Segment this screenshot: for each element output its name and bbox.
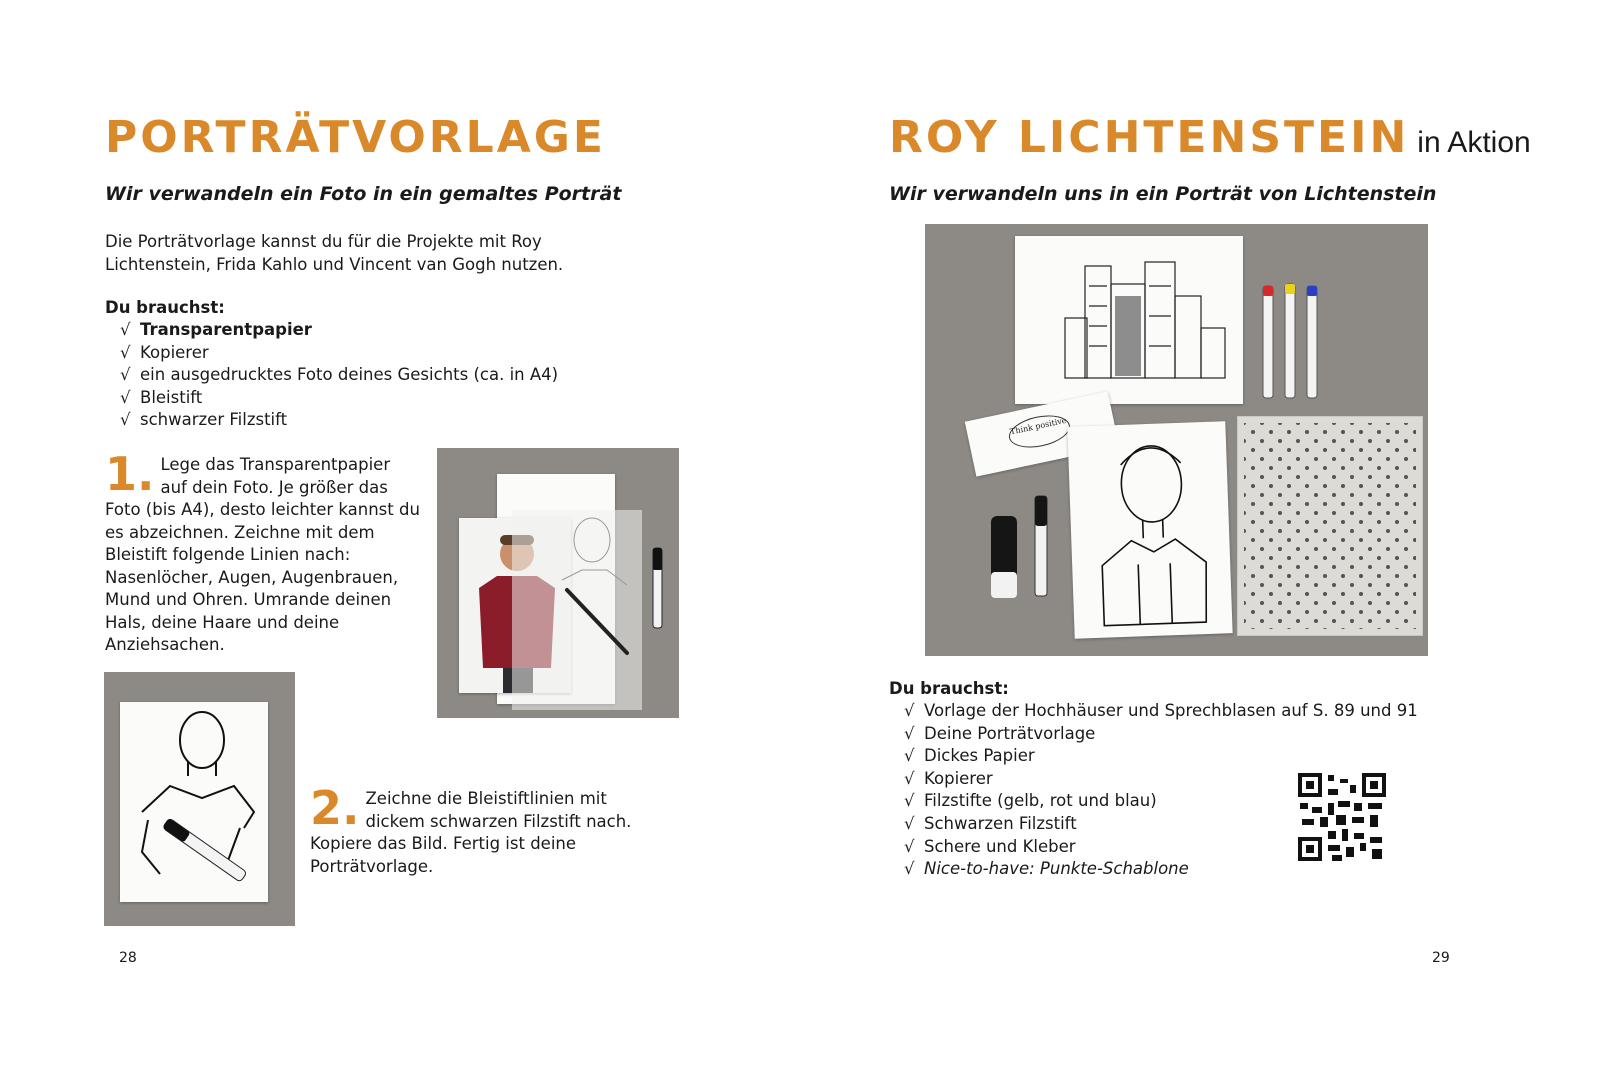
step-number: 1. <box>105 447 155 501</box>
check-icon: √ <box>904 768 915 788</box>
step-text: Zeichne die Bleistiftlinien mit dickem schwarzen Filzstift nach. Kopiere das Bild. Fertig ist deine Porträtvorlage. <box>310 789 632 876</box>
check-icon: √ <box>904 701 915 720</box>
skyscraper-icon <box>1015 236 1243 404</box>
page-subtitle: Wir verwandeln uns in ein Porträt von Lichtenstein <box>889 183 1437 205</box>
dot-stencil <box>1237 416 1423 636</box>
needs-label: Du brauchst: <box>889 679 1009 698</box>
qr-code-icon[interactable] <box>1298 773 1386 861</box>
needs-list <box>120 319 558 432</box>
page-number: 28 <box>119 950 137 966</box>
dots-pattern-icon <box>1238 417 1422 635</box>
step-text: Lege das Transparentpapier auf dein Foto. Je größer das Foto (bis A4), desto leichter kannst du es abzeichnen. Zeichne mit dem Bleistift folgende Linien nach: Nasenlöcher, Augen, Augenbrauen, Mund und Ohren. Umrande deinen Hals, deine Haare und deine Anziehsachen. <box>105 455 420 654</box>
check-icon: √ <box>904 746 915 766</box>
check-icon: √ <box>120 365 131 385</box>
speech-bubble: Think positive <box>1006 410 1073 452</box>
color-markers-icon <box>1255 280 1325 405</box>
check-icon: √ <box>904 836 915 856</box>
list-item: √ Schere und Kleber <box>904 836 1418 859</box>
check-icon: √ <box>120 410 131 430</box>
page-title <box>889 112 1531 163</box>
right-page <box>800 0 1600 1067</box>
tracing-photo <box>437 448 679 718</box>
page-number: 29 <box>1432 950 1450 966</box>
list-item: √ Filzstifte (gelb, rot und blau) <box>904 790 1418 813</box>
template-photo <box>104 672 295 926</box>
list-item: √ Nice-to-have: Punkte-Schablone <box>904 858 1418 881</box>
materials-photo <box>925 224 1428 656</box>
step-1 <box>105 447 420 657</box>
needs-label: Du brauchst: <box>105 298 225 317</box>
check-icon: √ <box>120 342 131 362</box>
title-suffix: in Aktion <box>1417 126 1531 159</box>
portrait-sheet <box>1067 421 1232 638</box>
step-2 <box>310 781 660 878</box>
check-icon: √ <box>904 791 915 811</box>
check-icon: √ <box>904 813 915 833</box>
list-item: √ schwarzer Filzstift <box>120 409 558 432</box>
list-item: √ Deine Porträtvorlage <box>904 723 1418 746</box>
list-item: √ Kopierer <box>904 768 1418 791</box>
step-number: 2. <box>310 781 360 835</box>
marker-icon <box>104 672 295 926</box>
page-subtitle: Wir verwandeln ein Foto in ein gemaltes Porträt <box>105 183 622 205</box>
page-title: PORTRÄTVORLAGE <box>105 112 606 163</box>
check-icon: √ <box>120 387 131 407</box>
check-icon: √ <box>120 320 131 339</box>
skyscraper-sheet <box>1015 236 1243 404</box>
check-icon: √ <box>904 859 915 879</box>
title-main: ROY LICHTENSTEIN <box>889 112 1410 163</box>
list-item: √ Bleistift <box>120 387 558 410</box>
girl-portrait-icon <box>1067 421 1232 638</box>
check-icon: √ <box>904 723 915 743</box>
list-item: √ Kopierer <box>120 342 558 365</box>
list-item: √ Transparentpapier <box>120 319 558 342</box>
list-item: √ Dickes Papier <box>904 745 1418 768</box>
list-item: √ Schwarzen Filzstift <box>904 813 1418 836</box>
glue-stick-icon <box>983 492 1083 604</box>
intro-text: Die Porträtvorlage kannst du für die Projekte mit Roy Lichtenstein, Frida Kahlo und Vincent van Gogh nutzen. <box>105 232 564 274</box>
pencil-icon <box>437 448 679 718</box>
list-item: √ ein ausgedrucktes Foto deines Gesichts (ca. in A4) <box>120 364 558 387</box>
list-item: √ Vorlage der Hochhäuser und Sprechblasen auf S. 89 und 91 <box>904 700 1418 723</box>
